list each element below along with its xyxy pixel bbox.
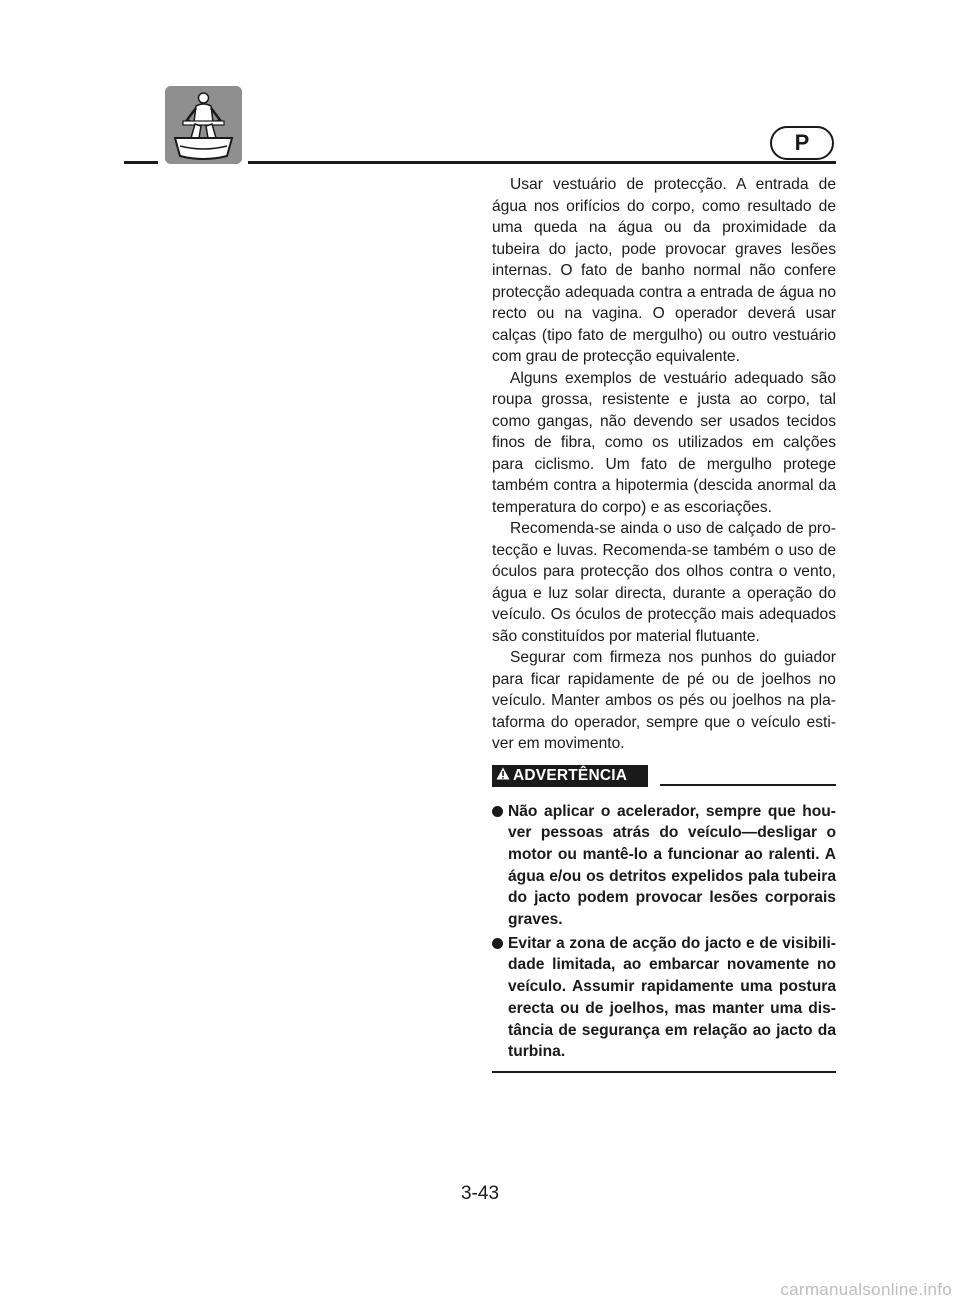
header-rule-left xyxy=(124,161,158,164)
warning-item-text: Evitar a zona de acção do jacto e de visibilidade limitada, ao embarcar novamente no veículo. Assumir rapidamente uma postura erecta ou de joelhos, mas manter uma distância de segurança em relação ao jacto da turbina. xyxy=(508,934,836,1061)
watermark: carmanualsonline.info xyxy=(780,1280,952,1299)
warning-header xyxy=(492,765,836,791)
warning-label-text: ADVERTÊNCIA xyxy=(513,766,628,784)
warning-item-text: Não aplicar o acelerador, sempre que houver pessoas atrás do veículo—desligar o motor ou mantê-lo a funcionar ao ralenti. A água e/ou os detritos expelidos pala tubeira do jacto podem provocar lesões corporais graves. xyxy=(508,802,836,929)
warning-label xyxy=(492,765,648,787)
warning-end-rule xyxy=(492,1071,836,1073)
paragraph-footwear-goggles: Recomenda-se ainda o uso de calçado de protecção e luvas. Recomenda-se também o uso de óculos para protecção dos olhos contra o vento, água e luz solar directa, durante a operação do veículo. Os óculos de protecção mais adequados são constituídos por material flutuante. xyxy=(492,520,836,645)
paragraph-clothing-examples: Alguns exemplos de vestuário adequado são roupa grossa, resistente e justa ao corpo, tal como gangas, não devendo ser usados tecidos finos de fibra, como os utilizados em calções para ciclismo. Um fato de mergulho protege também contra a hipotermia (descida anormal da temperatura do corpo) e as escoriações. xyxy=(492,369,836,516)
warning-list xyxy=(492,801,836,1063)
page-number: 3-43 xyxy=(460,1183,500,1204)
paragraph-grip-handlebar: Segurar com firmeza nos punhos do guiador para ficar rapidamente de pé ou de joelhos no veículo. Manter ambos os pés ou joelhos na plataforma do operador, sempre que o veículo estiver em movimento. xyxy=(492,649,836,752)
bullet-icon xyxy=(492,938,503,949)
warning-item xyxy=(492,933,836,1063)
header-rule-right xyxy=(248,161,836,164)
main-content xyxy=(492,174,836,1073)
warning-item xyxy=(492,801,836,931)
jet-ski-rider-icon xyxy=(165,86,242,164)
language-badge: P xyxy=(770,126,834,160)
paragraph-protective-clothing: Usar vestuário de protecção. A entrada de água nos orifícios do corpo, como resultado de uma queda na água ou da proximidade da tubeira do jacto, pode provocar graves lesões internas. O fato de banho normal não confere protecção adequada contra a entrada de água no recto ou na vagina. O operador deverá usar calças (tipo fato de mergulho) ou outro vestuário com grau de protecção equivalente. xyxy=(492,176,836,365)
bullet-icon xyxy=(492,806,503,817)
warning-rule xyxy=(660,784,836,786)
warning-triangle-icon xyxy=(496,765,510,787)
